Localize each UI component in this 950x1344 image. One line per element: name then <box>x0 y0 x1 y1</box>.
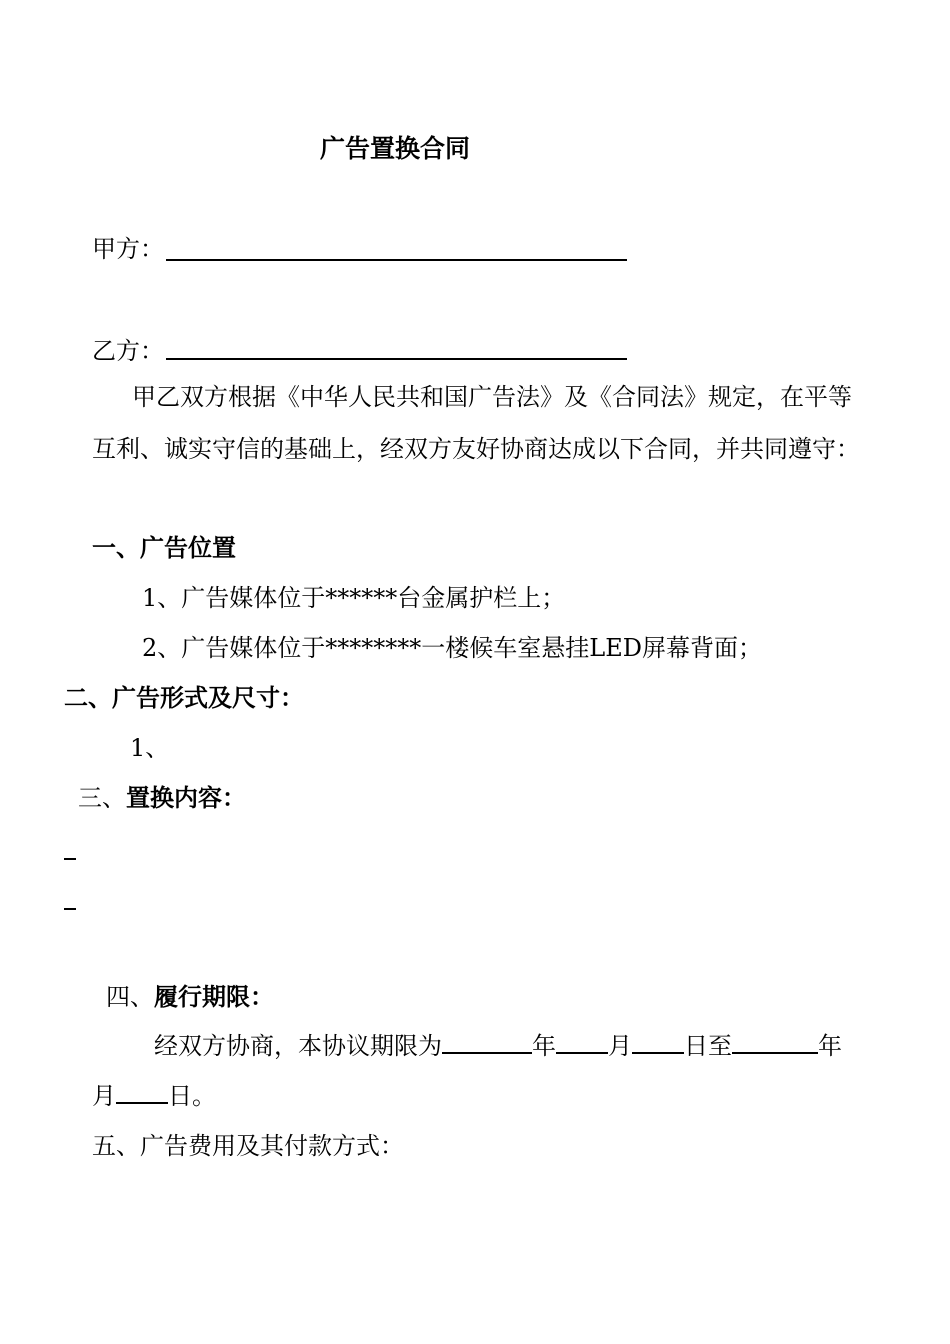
party-a-label: 甲方： <box>92 235 164 263</box>
section-4-heading <box>106 982 274 1012</box>
section-1-item-2: 2、广告媒体位于********一楼候车室悬挂LED屏幕背面； <box>142 634 762 662</box>
start-year-blank <box>442 1030 532 1054</box>
section-3-heading <box>78 783 246 813</box>
end-day-label: 日。 <box>168 1082 216 1110</box>
section-4-term-line <box>154 1030 842 1061</box>
start-month-label: 月 <box>608 1032 632 1060</box>
section-3-prefix: 三、 <box>78 784 126 812</box>
section-4-prefix: 四、 <box>106 983 154 1011</box>
end-year-label: 年 <box>818 1032 842 1060</box>
intro-line-2: 互利、诚实守信的基础上，经双方友好协商达成以下合同，并共同遵守： <box>92 435 860 463</box>
section-1-item-1: 1、广告媒体位于******台金属护栏上； <box>142 584 566 612</box>
end-month-label: 月 <box>92 1082 116 1110</box>
start-day-to-label: 日至 <box>684 1032 732 1060</box>
blank-dash-2 <box>64 908 76 910</box>
section-4-term-line-2 <box>92 1080 216 1111</box>
section-3-title: 置换内容： <box>126 783 246 812</box>
start-year-label: 年 <box>532 1032 556 1060</box>
section-5-heading: 五、广告费用及其付款方式： <box>92 1132 404 1160</box>
start-day-blank <box>632 1030 684 1054</box>
party-a-blank-line <box>166 259 627 261</box>
intro-line-1: 甲乙双方根据《中华人民共和国广告法》及《合同法》规定，在平等 <box>132 383 852 411</box>
term-intro-text: 经双方协商，本协议期限为 <box>154 1032 442 1060</box>
start-month-blank <box>556 1030 608 1054</box>
end-day-blank <box>116 1080 168 1104</box>
end-year-blank <box>732 1030 818 1054</box>
section-4-title: 履行期限： <box>154 982 274 1011</box>
document-title: 广告置换合同 <box>320 134 471 163</box>
section-2-item-1: 1、 <box>130 734 170 762</box>
blank-dash-1 <box>64 858 76 860</box>
party-b-blank-line <box>166 358 627 360</box>
party-b-label: 乙方： <box>92 337 164 365</box>
section-1-heading: 一、广告位置 <box>92 533 236 562</box>
section-2-heading: 二、广告形式及尺寸： <box>64 683 304 712</box>
